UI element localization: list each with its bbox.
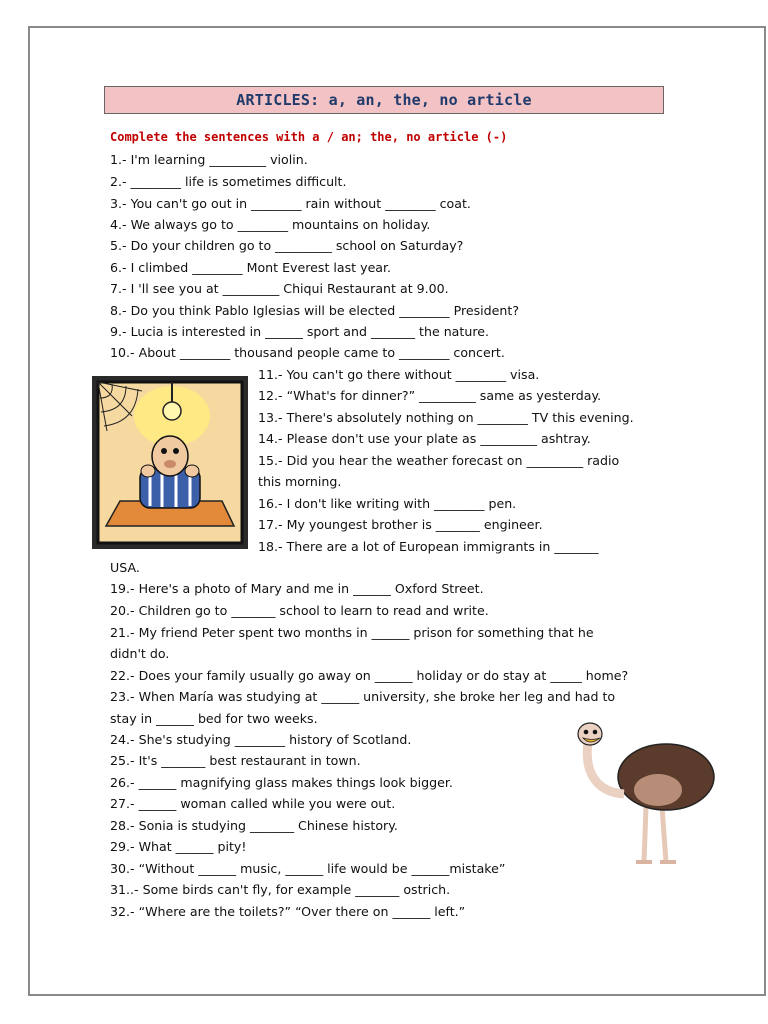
exercise-line-23: 23.- When María was studying at ______ university, she broke her leg and had to	[110, 689, 616, 704]
exercise-line-14: 14.- Please don't use your plate as _________ ashtray.	[258, 431, 591, 446]
exercise-line-24: 24.- She's studying ________ history of Scotland.	[110, 732, 412, 747]
exercise-line-15: 15.- Did you hear the weather forecast on _________ radio	[258, 453, 620, 468]
exercise-line-5: 5.- Do your children go to _________ school on Saturday?	[110, 238, 464, 253]
exercise-line-29: 29.- What ______ pity!	[110, 839, 247, 854]
page-title: ARTICLES: a, an, the, no article	[236, 91, 532, 109]
exercise-line-7: 7.- I 'll see you at _________ Chiqui Restaurant at 9.00.	[110, 281, 449, 296]
exercise-line-19: 19.- Here's a photo of Mary and me in ______ Oxford Street.	[110, 581, 484, 596]
exercise-line-32: 32.- “Where are the toilets?” “Over there on ______ left.”	[110, 904, 466, 919]
exercise-line-1: 1.- I'm learning _________ violin.	[110, 152, 308, 167]
exercise-line-18: 18.- There are a lot of European immigrants in _______	[258, 539, 599, 554]
exercise-line-9: 9.- Lucia is interested in ______ sport and _______ the nature.	[110, 324, 489, 339]
exercise-line-12: 12.- “What's for dinner?” _________ same as yesterday.	[258, 388, 602, 403]
title-box	[104, 86, 664, 114]
exercise-line-22: 22.- Does your family usually go away on ______ holiday or do stay at _____ home?	[110, 668, 629, 683]
exercise-line-28: 28.- Sonia is studying _______ Chinese history.	[110, 818, 398, 833]
exercise-line-25: 25.- It's _______ best restaurant in town.	[110, 753, 361, 768]
exercise-line-31: 31..- Some birds can't fly, for example _______ ostrich.	[110, 882, 451, 897]
exercise-line-13: 13.- There's absolutely nothing on ________ TV this evening.	[258, 410, 634, 425]
exercise-line-23-cont: stay in ______ bed for two weeks.	[110, 711, 318, 726]
ostrich-icon	[566, 712, 716, 872]
exercise-line-21: 21.- My friend Peter spent two months in ______ prison for something that he	[110, 625, 594, 640]
exercise-line-17: 17.- My youngest brother is _______ engineer.	[258, 517, 543, 532]
exercise-line-2: 2.- ________ life is sometimes difficult.	[110, 174, 347, 189]
exercise-line-3: 3.- You can't go out in ________ rain without ________ coat.	[110, 196, 471, 211]
prisoner-under-lightbulb-icon	[92, 376, 248, 549]
exercise-line-16: 16.- I don't like writing with ________ pen.	[258, 496, 517, 511]
exercise-line-6: 6.- I climbed ________ Mont Everest last year.	[110, 260, 392, 275]
exercise-line-30: 30.- “Without ______ music, ______ life would be ______mistake”	[110, 861, 506, 876]
exercise-line-10: 10.- About ________ thousand people came to ________ concert.	[110, 345, 505, 360]
exercise-line-26: 26.- ______ magnifying glass makes things look bigger.	[110, 775, 453, 790]
exercise-line-8: 8.- Do you think Pablo Iglesias will be elected ________ President?	[110, 303, 520, 318]
exercise-line-21-cont: didn't do.	[110, 646, 170, 661]
exercise-line-27: 27.- ______ woman called while you were out.	[110, 796, 396, 811]
exercise-line-11: 11.- You can't go there without ________ visa.	[258, 367, 540, 382]
instructions: Complete the sentences with a / an; the, no article (-)	[110, 130, 508, 144]
exercise-line-20: 20.- Children go to _______ school to learn to read and write.	[110, 603, 489, 618]
exercise-line-15-cont: this morning.	[258, 474, 342, 489]
exercise-line-4: 4.- We always go to ________ mountains on holiday.	[110, 217, 431, 232]
exercise-line-18-cont: USA.	[110, 560, 140, 575]
